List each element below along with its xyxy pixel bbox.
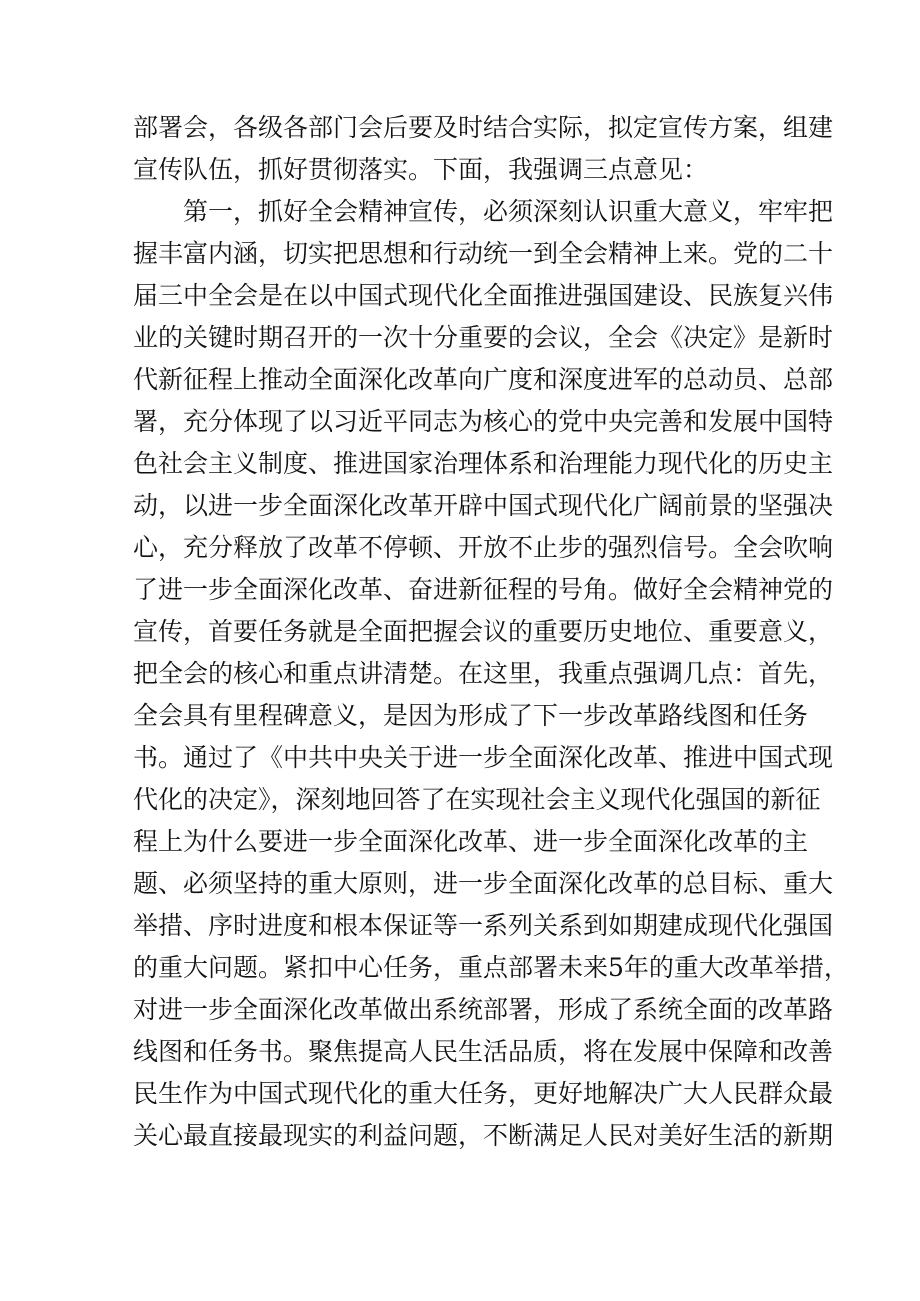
text-line: 举措、序时进度和根本保证等一系列关系到如期建成现代化强国: [133, 911, 834, 940]
text-line: 书。通过了《中共中央关于进一步全面深化改革、推进中国式现: [133, 743, 834, 772]
text-line: 部署会，各级各部门会后要及时结合实际，拟定宣传方案，组建: [133, 113, 834, 142]
text-line: 线图和任务书。聚焦提高人民生活品质，将在发展中保障和改善: [133, 1037, 834, 1066]
text-line: 心，充分释放了改革不停顿、开放不止步的强烈信号。全会吹响: [133, 533, 834, 562]
text-line: 对进一步全面深化改革做出系统部署，形成了系统全面的改革路: [133, 995, 834, 1024]
paragraph-first-line: 第一，抓好全会精神宣传，必须深刻认识重大意义，牢牢把: [183, 197, 834, 226]
text-line: 色社会主义制度、推进国家治理体系和治理能力现代化的历史主: [133, 449, 834, 478]
text-line: 全会具有里程碑意义，是因为形成了下一步改革路线图和任务: [133, 701, 809, 730]
text-line: 的重大问题。紧扣中心任务，重点部署未来5年的重大改革举措，: [133, 953, 849, 982]
text-line: 关心最直接最现实的利益问题，不断满足人民对美好生活的新期: [133, 1121, 834, 1150]
text-line: 了进一步全面深化改革、奋进新征程的号角。做好全会精神党的: [133, 575, 834, 604]
text-line: 动，以进一步全面深化改革开辟中国式现代化广阔前景的坚强决: [133, 491, 834, 520]
text-line: 代新征程上推动全面深化改革向广度和深度进军的总动员、总部: [133, 365, 834, 394]
text-line: 把全会的核心和重点讲清楚。在这里，我重点强调几点：首先，: [133, 659, 834, 688]
text-line: 宣传队伍，抓好贯彻落实。下面，我强调三点意见：: [133, 155, 709, 184]
text-line: 民生作为中国式现代化的重大任务，更好地解决广大人民群众最: [133, 1079, 834, 1108]
text-line: 程上为什么要进一步全面深化改革、进一步全面深化改革的主: [133, 827, 809, 856]
text-line: 宣传，首要任务就是全面把握会议的重要历史地位、重要意义，: [133, 617, 834, 646]
text-line: 署，充分体现了以习近平同志为核心的党中央完善和发展中国特: [133, 407, 834, 436]
text-line: 握丰富内涵，切实把思想和行动统一到全会精神上来。党的二十: [133, 239, 834, 268]
text-line: 题、必须坚持的重大原则，进一步全面深化改革的总目标、重大: [133, 869, 834, 898]
text-line: 业的关键时期召开的一次十分重要的会议，全会《决定》是新时: [133, 323, 834, 352]
text-line: 代化的决定》，深刻地回答了在实现社会主义现代化强国的新征: [133, 785, 821, 814]
text-line: 届三中全会是在以中国式现代化全面推进强国建设、民族复兴伟: [133, 281, 834, 310]
